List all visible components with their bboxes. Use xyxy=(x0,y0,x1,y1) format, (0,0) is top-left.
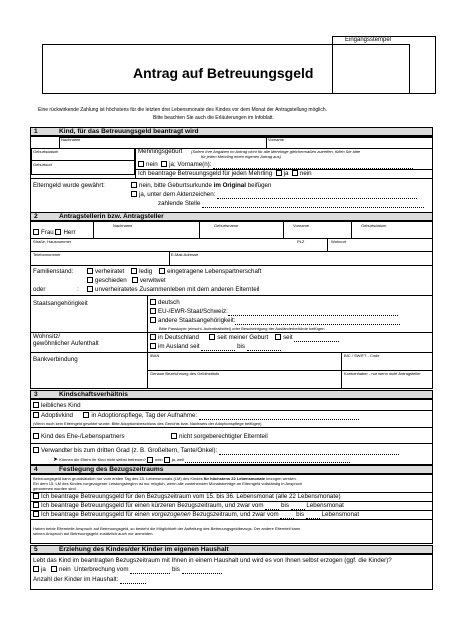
nicht-sorgeberechtigt-checkbox[interactable] xyxy=(171,433,177,439)
unverheiratet-checkbox[interactable] xyxy=(87,286,93,292)
section-1-header: 1 Kind, für das Betreuungsgeld beantragt wird xyxy=(30,127,433,136)
betreuen-weil-line[interactable] xyxy=(185,462,350,463)
section-4-title: Festlegung des Bezugszeitraums xyxy=(59,466,164,473)
lebenspartnerschaft-checkbox[interactable] xyxy=(159,268,165,274)
adoptionspflege-checkbox[interactable] xyxy=(83,412,89,418)
aktenzeichen-line[interactable] xyxy=(217,198,417,199)
stamp-label: Eingangsstempel xyxy=(345,37,392,43)
betreuen-ja-checkbox[interactable] xyxy=(164,457,170,463)
section-5-body: Lebt das Kind im beantragten Bezugszeitraum mit Ihnen in einem Haushalt und wird es von Ihnen selbst erzogen (ggf. die Kinder)? ja nein Unterbrechung vom bis Anzahl der Kinder im Haushalt: xyxy=(30,554,433,590)
section-1-title: Kind, für das Betreuungsgeld beantragt wird xyxy=(59,128,199,135)
mehrling-nein-checkbox[interactable] xyxy=(138,161,144,167)
child-vorname-field[interactable] xyxy=(266,137,433,149)
zeitraum-kuerzer-checkbox[interactable] xyxy=(33,502,39,508)
geschieden-checkbox[interactable] xyxy=(87,277,93,283)
andere-staat-checkbox[interactable] xyxy=(150,317,156,323)
seit-checkbox[interactable] xyxy=(275,334,281,340)
ehepartner-kind-checkbox[interactable] xyxy=(33,433,39,439)
betreuen-nein-checkbox[interactable] xyxy=(147,457,153,463)
verheiratet-checkbox[interactable] xyxy=(87,268,93,274)
section-4-body: Betreuungsgeld kann grundsätzlich nur vom ersten Tag des 15. Lebensmonats (LM) des Kindes für höchstens 22 Lebensmonate bezogen werden. Ein dem 15. LM des Kindes vorgezogener Leistungsbeginn ist nur möglich, wenn alle zustehenden Monatsbeträge an Elterngeld vollständig in Anspruch genommen wurden sind. Ich beantrage Betreuungsgeld für den Bezugszeitraum vom 15. bis 36. Lebensmonat (alle 22 Lebensmonate) Ich beantrage Betreuungsgeld für einen kürzeren Bezugszeitraum, und zwar vom bis Lebensmonat Ich beantrage Betreuungsgeld für einen vorgezogenen Bezugszeitraum, und zwar vom bis Lebensmonat Haben beide Elternteile Anspruch auf Betreuungsgeld, so besteht die Möglichkeit der Aufteilung des Betreuungsgeldbezugs. Der andere Elternteil kann seinen Anspruch auf Betreuungsgeld zusätzlich auch nur anmelden. xyxy=(30,474,433,544)
verwitwet-checkbox[interactable] xyxy=(132,277,138,283)
arrow-icon: ➤ xyxy=(53,457,59,464)
jeder-mehrling-ja-checkbox[interactable] xyxy=(276,170,282,176)
section-3-body: leibliches Kind Adoptivkind in Adoptionspflege, Tag der Aufnahme: (Wenn noch kein Elterngeld gewährt wurde: Bitte Adoptionsbeschluss des Gerichts bzw. Nachweis der Adoptionspflege beifügen) Kind des Ehe-/Lebenspartners nicht sorgeberechtigter Elternteil Verwandter bis zum dritten Grad (z. B. Großeltern, Tante/Onkel): ➤ Können die Eltern ihr Kind nicht selbst betreuen? nein ja, weil xyxy=(30,399,433,465)
section-3-header: 3 Kindschaftsverhältnis xyxy=(30,390,433,399)
section-5-header: 5 Erziehung des Kindes/der Kinder im eigenen Haushalt xyxy=(30,545,433,554)
elterngeld-nein-checkbox[interactable] xyxy=(131,182,137,188)
herr-checkbox[interactable] xyxy=(55,229,61,235)
section-2-title: Antragstellerin bzw. Antragsteller xyxy=(59,213,164,220)
deutsch-checkbox[interactable] xyxy=(150,299,156,305)
elterngeld-ja-checkbox[interactable] xyxy=(131,191,137,197)
ledig-checkbox[interactable] xyxy=(131,268,137,274)
haushalt-nein-checkbox[interactable] xyxy=(51,566,57,572)
section-4-header: 4 Festlegung des Bezugszeitraums xyxy=(30,465,433,474)
intro-line-2: Bitte beachten Sie auch die Erläuterungen im Infoblatt. xyxy=(153,115,274,121)
unterbrechung-bis-line[interactable] xyxy=(182,573,222,574)
section-5-title: Erziehung des Kindes/der Kinder im eigenen Haushalt xyxy=(59,546,229,553)
verwandter-line[interactable] xyxy=(219,454,399,455)
aufnahme-tag-line[interactable] xyxy=(199,419,359,420)
verwandter-checkbox[interactable] xyxy=(33,447,39,453)
adoptivkind-checkbox[interactable] xyxy=(33,412,39,418)
andere-staat-line[interactable] xyxy=(235,324,400,325)
ewr-line[interactable] xyxy=(228,315,398,316)
in-deutschland-checkbox[interactable] xyxy=(150,334,156,340)
seit-geburt-checkbox[interactable] xyxy=(209,334,215,340)
haushalt-ja-checkbox[interactable] xyxy=(33,566,39,572)
frau-checkbox[interactable] xyxy=(33,229,39,235)
jeder-mehrling-nein-checkbox[interactable] xyxy=(292,170,298,176)
section-1-body: Nachname Vorname Geburtsdatum Geburtsort Mehrlingsgeburt (Sofern Ihre Angaben im Antrag nicht für alle Mehrlinge gleichermaßen zutreffen, füllen Sie bitte für jeden Mehrling einen eigenen Antrag aus) nein ja; Vorname(n): Ich beantrage Betreuungsgeld für jeden Mehrling ja nein Elterngeld wurde gewährt: nein, bitte Geburtsurkunde im Original beifügen ja, unter dem Aktenzeichen: zahlende Stelle xyxy=(30,136,433,244)
seit-line[interactable] xyxy=(294,341,339,342)
unterbrechung-vom-line[interactable] xyxy=(130,573,170,574)
zahlende-stelle-line[interactable] xyxy=(202,207,424,208)
ausland-checkbox[interactable] xyxy=(150,343,156,349)
mehrling-ja-checkbox[interactable] xyxy=(161,161,167,167)
anzahl-kinder-line[interactable] xyxy=(120,583,146,584)
section-2-header: 2 Antragstellerin bzw. Antragsteller xyxy=(30,212,433,221)
ausland-seit-line[interactable] xyxy=(201,350,235,351)
ewr-checkbox[interactable] xyxy=(150,308,156,314)
section-3-title: Kindschaftsverhältnis xyxy=(59,391,128,398)
zeitraum-vorgezogen-checkbox[interactable] xyxy=(33,511,39,517)
title-box xyxy=(42,44,410,94)
intro-line-1: Eine rückwirkende Zahlung ist höchstens für die letzten drei Lebensmonate des Kindes vor dem Monat der Antragstellung möglich. xyxy=(38,107,328,113)
section-2-body: Nachname Geburtsname Vorname Geburtsdatum Frau Herr Straße, Hausnummer PLZ Wohnort Telefonnummer E-Mail-Adresse Familienstand: verheiratet ledig eingetragene Lebenspartnerschaft geschieden verwitwet oder : unverheiratetes Zusammenleben mit dem anderen Elternteil Staatsangehörigkeit deutsch EU-/EWR-Staat/Schweiz: andere Staatsangehörigkeit: Bitte Passkopie (einschl. Aufenthaltstitel) oder Bescheinigung der Ausländerbehörde beifügen Wohnsitz/ gewöhnlicher Aufenthalt in Deutschland seit meiner Geburt seit im Ausland seit bis Bankverbindung IBAN BIC / SWIFT - Code Genaue Bezeichnung des Geldinstituts Kontoinhaber - nur wenn nicht Antragsteller xyxy=(30,221,433,389)
ausland-bis-line[interactable] xyxy=(247,350,281,351)
page-title: Antrag auf Betreuungsgeld xyxy=(133,65,314,81)
leiblich-checkbox[interactable] xyxy=(33,402,39,408)
zeitraum-voll-checkbox[interactable] xyxy=(33,493,39,499)
